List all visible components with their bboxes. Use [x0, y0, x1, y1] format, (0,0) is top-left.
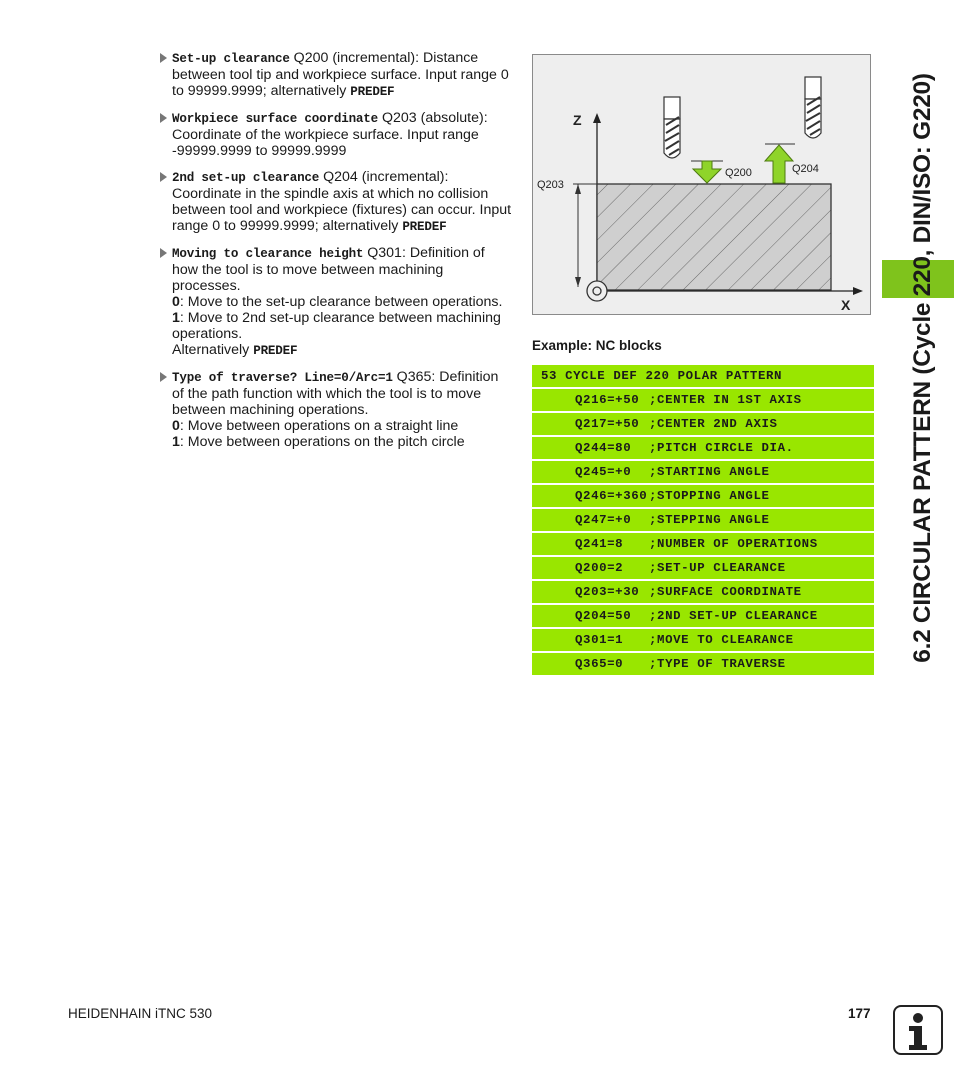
- table-row: Q200=2 ;SET-UP CLEARANCE: [532, 557, 874, 579]
- alternative-line: Alternatively PREDEF: [172, 342, 298, 358]
- page-number: 177: [848, 1006, 871, 1021]
- table-row: Q245=+0 ;STARTING ANGLE: [532, 461, 874, 483]
- option-1: 1: Move between operations on the pitch circle: [172, 434, 465, 450]
- table-row: Q241=8 ;NUMBER OF OPERATIONS: [532, 533, 874, 555]
- param-code: Workpiece surface coordinate: [172, 112, 379, 126]
- x-axis-label: X: [841, 297, 851, 313]
- table-row: Q301=1 ;MOVE TO CLEARANCE: [532, 629, 874, 651]
- table-row: Q204=50 ;2ND SET-UP CLEARANCE: [532, 605, 874, 627]
- param-q301: [158, 245, 514, 359]
- nc-blocks-table: [532, 365, 874, 677]
- triangle-right-icon: [160, 113, 167, 123]
- table-row: Q216=+50 ;CENTER IN 1ST AXIS: [532, 389, 874, 411]
- chapter-title: 6.2 CIRCULAR PATTERN (Cycle 220, DIN/ISO: G220): [909, 73, 936, 663]
- x-axis-arrow: [853, 287, 863, 295]
- q204-arrow: [765, 145, 793, 183]
- table-row: Q365=0 ;TYPE OF TRAVERSE: [532, 653, 874, 675]
- parameter-list: [158, 50, 514, 460]
- clearance-diagram: [533, 55, 870, 314]
- q203-arrow-top: [575, 184, 581, 194]
- param-q203: [158, 110, 514, 159]
- triangle-right-icon: [160, 372, 167, 382]
- q203-arrow-bottom: [575, 277, 581, 287]
- option-0: 0: Move to the set-up clearance between operations.: [172, 294, 503, 310]
- param-code: Type of traverse? Line=0/Arc=1: [172, 371, 393, 385]
- param-predef: PREDEF: [402, 220, 447, 234]
- nc-row-cycle-def: 53 CYCLE DEF 220 POLAR PATTERN: [532, 365, 874, 387]
- option-1: 1: Move to 2nd set-up clearance between machining operations.: [172, 310, 501, 342]
- q200-label: Q200: [725, 167, 752, 179]
- table-row: Q203=+30 ;SURFACE COORDINATE: [532, 581, 874, 603]
- table-row: Q217=+50 ;CENTER 2ND AXIS: [532, 413, 874, 435]
- param-desc: Q203 (absolute): Coordinate of the workpiece surface. Input range -99999.9999 to 99999.9999: [172, 110, 488, 159]
- triangle-right-icon: [160, 53, 167, 63]
- param-desc: Q204 (incremental): Coordinate in the spindle axis at which no collision between tool and workpiece (fixtures) can occur. Input range 0 to 99999.9999; alternatively: [172, 169, 512, 234]
- param-q365: [158, 369, 514, 450]
- param-code: Set-up clearance: [172, 52, 290, 66]
- example-title: Example: NC blocks: [532, 338, 662, 353]
- param-q204: [158, 169, 514, 235]
- param-predef: PREDEF: [350, 85, 395, 99]
- param-q200: [158, 50, 514, 100]
- param-desc: Q200 (incremental): Distance between tool tip and workpiece surface. Input range 0 to 99999.9999; alternatively: [172, 50, 509, 99]
- param-desc: Q301: Definition of how the tool is to move between machining processes.: [172, 245, 485, 294]
- workpiece: [597, 184, 831, 290]
- z-axis-arrow: [593, 113, 601, 123]
- table-row: Q246=+360 ;STOPPING ANGLE: [532, 485, 874, 507]
- clearance-figure: [532, 54, 871, 315]
- table-row: Q247=+0 ;STEPPING ANGLE: [532, 509, 874, 531]
- triangle-right-icon: [160, 172, 167, 182]
- table-row: Q244=80 ;PITCH CIRCLE DIA.: [532, 437, 874, 459]
- param-code: 2nd set-up clearance: [172, 171, 320, 185]
- option-0: 0: Move between operations on a straight line: [172, 418, 459, 434]
- origin-outer: [587, 281, 607, 301]
- triangle-right-icon: [160, 248, 167, 258]
- q204-label: Q204: [792, 163, 819, 175]
- tool-right: [805, 77, 821, 138]
- tool-left: [664, 97, 680, 158]
- q203-label: Q203: [537, 179, 564, 191]
- info-icon: [893, 1005, 943, 1055]
- footer-product: HEIDENHAIN iTNC 530: [68, 1006, 213, 1021]
- param-code: Moving to clearance height: [172, 247, 364, 261]
- param-desc: Q365: Definition of the path function with which the tool is to move between machining operations.: [172, 369, 499, 418]
- q200-arrow: [693, 161, 721, 183]
- z-axis-label: Z: [573, 112, 582, 128]
